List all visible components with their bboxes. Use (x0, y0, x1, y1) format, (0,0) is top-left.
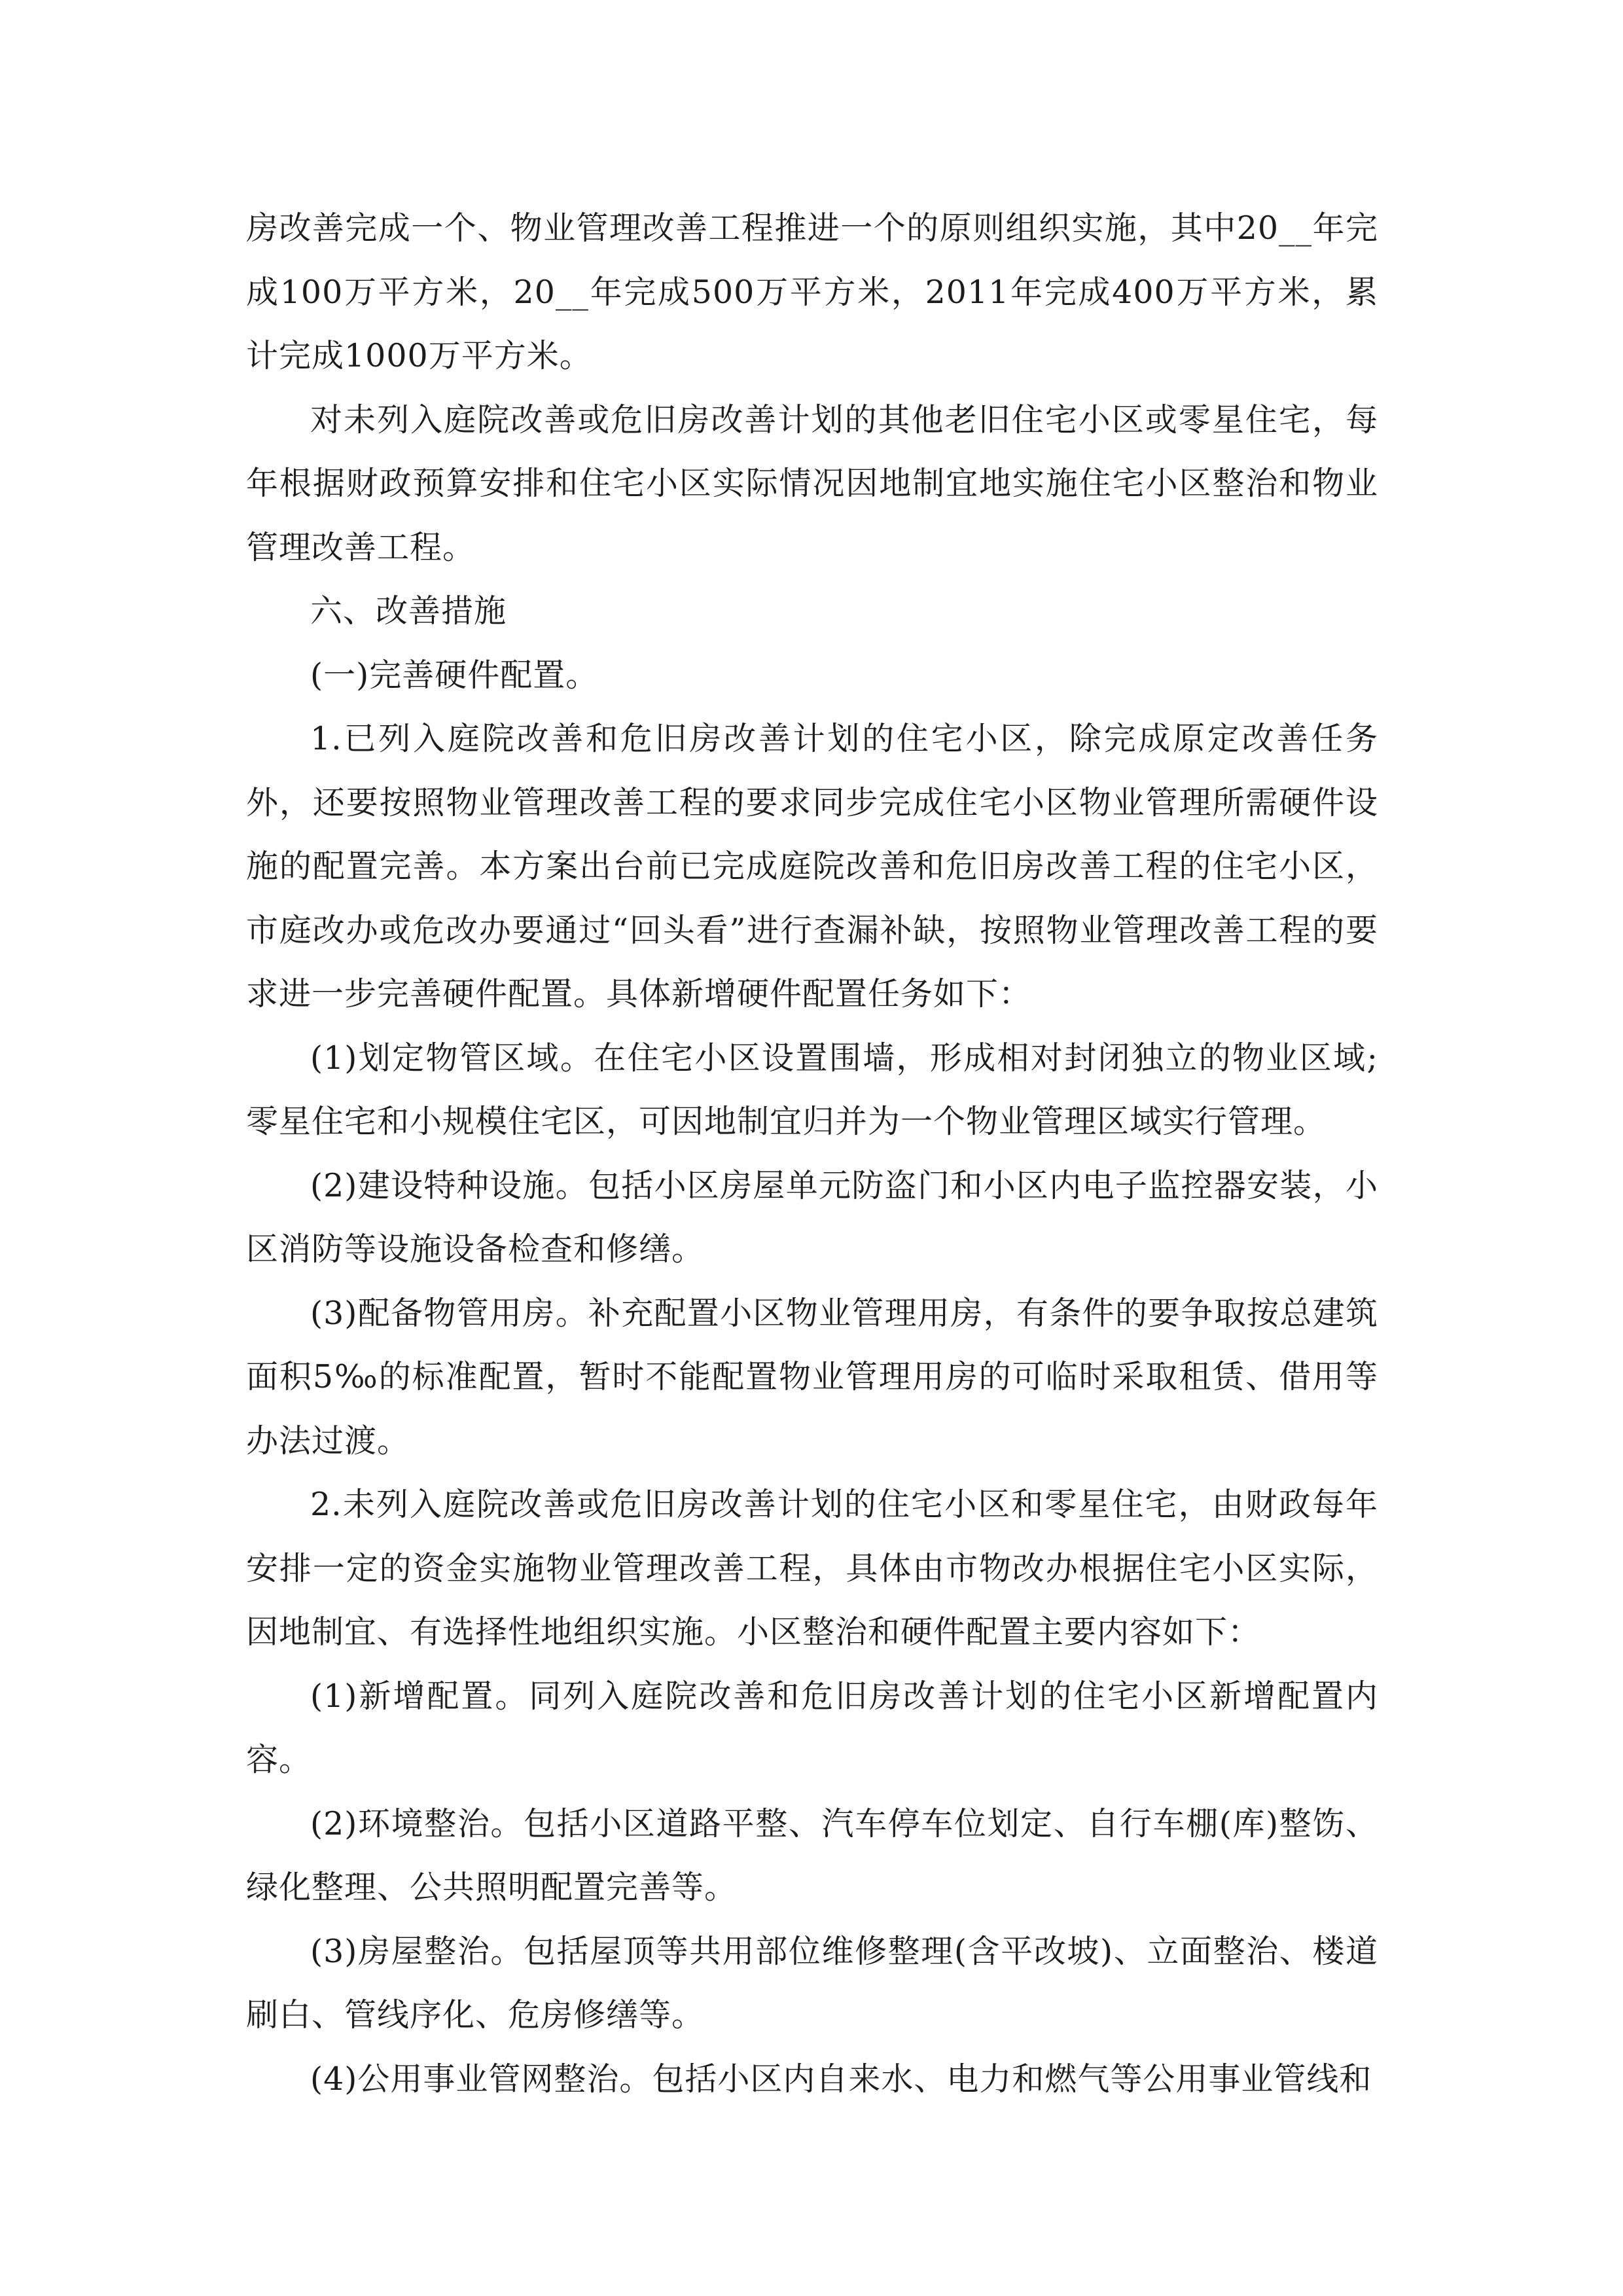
list-item: (1)新增配置。同列入庭院改善和危旧房改善计划的住宅小区新增配置内容。 (246, 1677, 1378, 1778)
paragraph: 2.未列入庭院改善或危旧房改善计划的住宅小区和零星住宅，由财政每年安排一定的资金实施物业管理改善工程，具体由市物改办根据住宅小区实际，因地制宜、有选择性地组织实施。小区整治和硬件配置主要内容如下： (246, 1486, 1378, 1651)
list-item: (2)环境整治。包括小区道路平整、汽车停车位划定、自行车棚(库)整饬、绿化整理、公共照明配置完善等。 (246, 1804, 1378, 1906)
section-heading: 六、改善措施 (310, 592, 507, 630)
paragraph: 房改善完成一个、物业管理改善工程推进一个的原则组织实施，其中20__年完成100万平方米，20__年完成500万平方米，2011年完成400万平方米，累计完成1000万平方米。 (246, 209, 1378, 374)
list-item: (3)配备物管用房。补充配置小区物业管理用房，有条件的要争取按总建筑面积5‰的标准配置，暂时不能配置物业管理用房的可临时采取租赁、借用等办法过渡。 (246, 1294, 1378, 1460)
paragraph: 对未列入庭院改善或危旧房改善计划的其他老旧住宅小区或零星住宅，每年根据财政预算安排和住宅小区实际情况因地制宜地实施住宅小区整治和物业管理改善工程。 (246, 401, 1378, 566)
document-body (246, 196, 1378, 2111)
list-item: (1)划定物管区域。在住宅小区设置围墙，形成相对封闭独立的物业区域;零星住宅和小规模住宅区，可因地制宜归并为一个物业管理区域实行管理。 (246, 1039, 1378, 1140)
subsection-heading: (一)完善硬件配置。 (310, 656, 599, 694)
list-item: (3)房屋整治。包括屋顶等共用部位维修整理(含平改坡)、立面整治、楼道刷白、管线序化、危房修缮等。 (246, 1932, 1378, 2034)
list-item: (2)建设特种设施。包括小区房屋单元防盗门和小区内电子监控器安装，小区消防等设施设备检查和修缮。 (246, 1166, 1378, 1268)
paragraph: 1.已列入庭院改善和危旧房改善计划的住宅小区，除完成原定改善任务外，还要按照物业管理改善工程的要求同步完成住宅小区物业管理所需硬件设施的配置完善。本方案出台前已完成庭院改善和危旧房改善工程的住宅小区，市庭改办或危改办要通过“回头看”进行查漏补缺，按照物业管理改善工程的要求进一步完善硬件配置。具体新增硬件配置任务如下： (246, 720, 1378, 1013)
list-item: (4)公用事业管网整治。包括小区内自来水、电力和燃气等公用事业管线和 (310, 2060, 1372, 2098)
